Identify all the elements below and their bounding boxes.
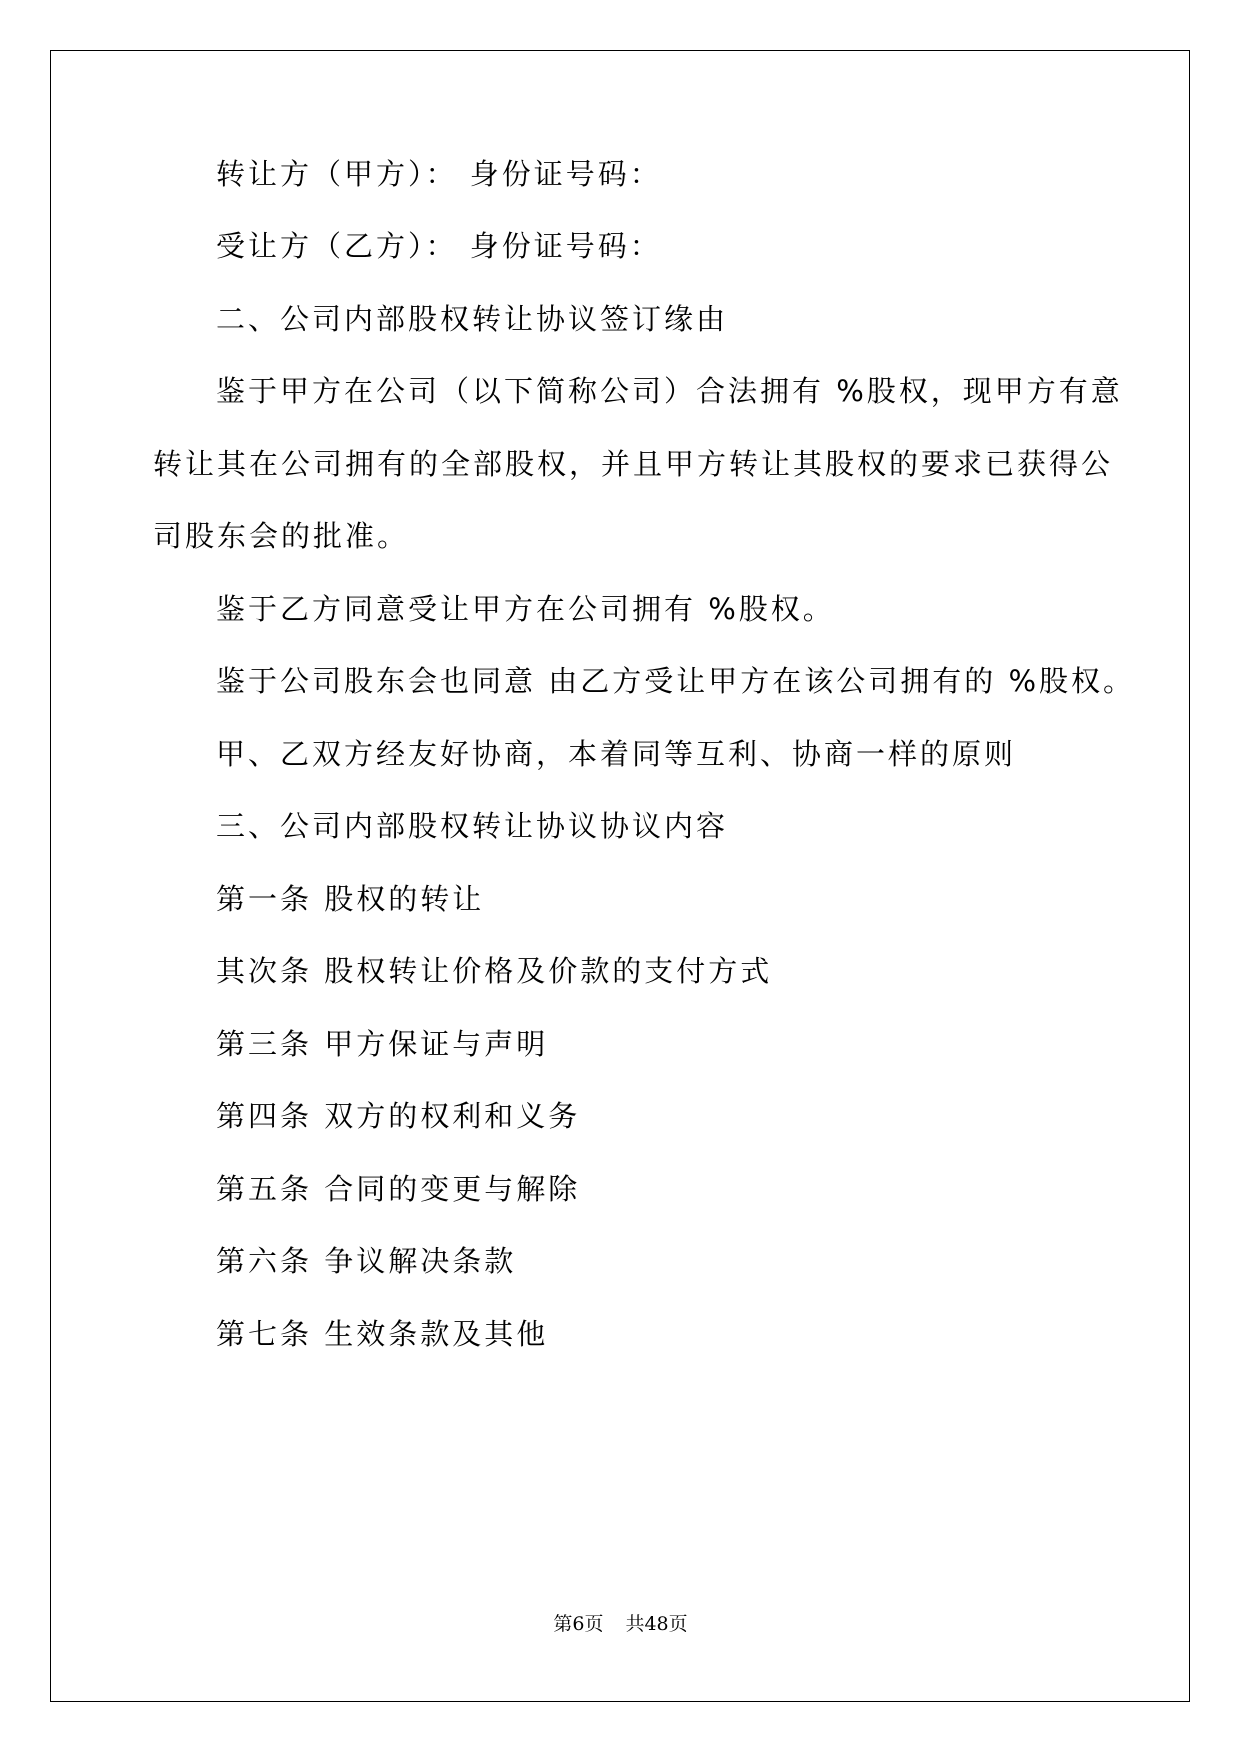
article-6: 第六条 争议解决条款 [216, 1244, 517, 1278]
page-footer [0, 1612, 1241, 1636]
section-two-heading: 二、公司内部股权转让协议签订缘由 [216, 302, 729, 336]
article-4: 第四条 双方的权利和义务 [216, 1099, 581, 1133]
recital-two: 鉴于乙方同意受让甲方在公司拥有 %股权。 [216, 592, 835, 626]
page-border [50, 50, 1190, 1702]
article-7: 第七条 生效条款及其他 [216, 1317, 549, 1351]
article-3: 第三条 甲方保证与声明 [216, 1027, 549, 1061]
current-page-number: 第6页 [553, 1613, 604, 1635]
recital-one-line-3: 司股东会的批准。 [153, 519, 410, 553]
total-page-count: 共48页 [625, 1613, 688, 1635]
transferee-line: 受让方（乙方）： 身份证号码： [216, 229, 662, 263]
negotiation-statement: 甲、乙双方经友好协商，本着同等互利、协商一样的原则 [216, 737, 1017, 771]
recital-one-line-1: 鉴于甲方在公司（以下简称公司）合法拥有 %股权，现甲方有意 [216, 374, 1123, 408]
article-2: 其次条 股权转让价格及价款的支付方式 [216, 954, 773, 988]
article-1: 第一条 股权的转让 [216, 882, 485, 916]
article-5: 第五条 合同的变更与解除 [216, 1172, 581, 1206]
recital-one-line-2: 转让其在公司拥有的全部股权，并且甲方转让其股权的要求已获得公 [153, 447, 1114, 481]
section-three-heading: 三、公司内部股权转让协议协议内容 [216, 809, 729, 843]
recital-three: 鉴于公司股东会也同意 由乙方受让甲方在该公司拥有的 %股权。 [216, 664, 1135, 698]
transferor-line: 转让方（甲方）： 身份证号码： [216, 157, 662, 191]
